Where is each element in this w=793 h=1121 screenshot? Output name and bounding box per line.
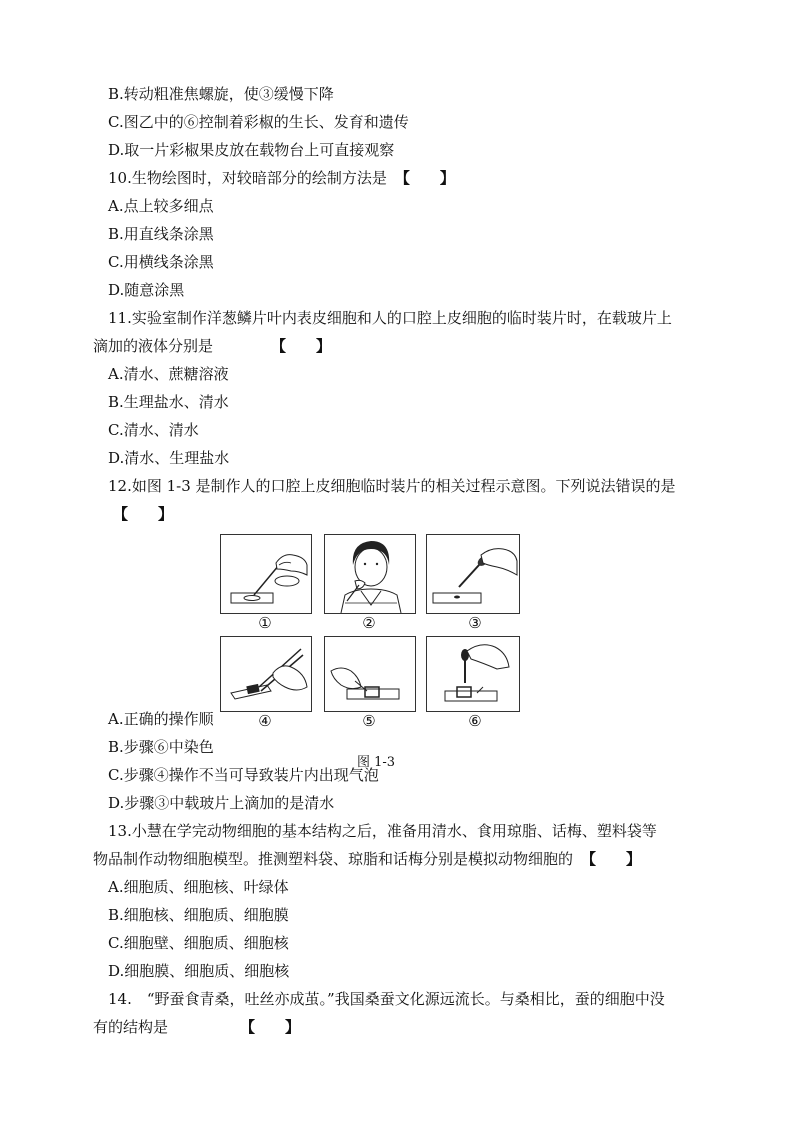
person-scraping-cheek-illustration xyxy=(325,535,415,613)
figure-label-6: ⑥ xyxy=(468,712,482,730)
q13-option-c: C.细胞壁、细胞质、细胞核 xyxy=(108,934,289,952)
figure-label-4: ④ xyxy=(258,712,272,730)
figure-label-1: ① xyxy=(258,614,272,632)
q11-answer-bracket: 【 】 xyxy=(271,337,332,355)
q9-option-c: C.图乙中的⑥控制着彩椒的生长、发育和遗传 xyxy=(108,113,409,131)
figure-panel-1 xyxy=(220,534,312,614)
q12-option-c: C.步骤④操作不当可导致装片内出现气泡 xyxy=(108,766,379,784)
q12-stem-line1: 12.如图 1-3 是制作人的口腔上皮细胞临时装片的相关过程示意图。下列说法错误的是 xyxy=(108,477,676,495)
q10-answer-bracket: 【 】 xyxy=(394,169,455,187)
figure-panel-2 xyxy=(324,534,416,614)
figure-label-3: ③ xyxy=(468,614,482,632)
q10-option-c: C.用横线条涂黑 xyxy=(108,253,214,271)
figure-panel-3 xyxy=(426,534,520,614)
q13-answer-bracket: 【 】 xyxy=(581,850,642,868)
q13-stem-line2: 物品制作动物细胞模型。推测塑料袋、琼脂和话梅分别是模拟动物细胞的 【 】 xyxy=(93,850,642,868)
q11-stem-line1: 11.实验室制作洋葱鳞片叶内表皮细胞和人的口腔上皮细胞的临时装片时，在载玻片上 xyxy=(108,309,672,327)
q11-stem-line2: 滴加的液体分别是 【 】 xyxy=(93,337,332,355)
q13-option-b: B.细胞核、细胞质、细胞膜 xyxy=(108,906,289,924)
swab-slide-illustration xyxy=(221,535,311,613)
q11-option-b: B.生理盐水、清水 xyxy=(108,393,229,411)
q10-option-b: B.用直线条涂黑 xyxy=(108,225,214,243)
q10-stem: 10.生物绘图时，对较暗部分的绘制方法是 【 】 xyxy=(108,169,455,187)
figure-caption: 图 1-3 xyxy=(357,755,396,770)
figure-label-2: ② xyxy=(362,614,376,632)
figure-panel-5 xyxy=(324,636,416,712)
q9-option-d: D.取一片彩椒果皮放在载物台上可直接观察 xyxy=(108,141,395,159)
q11-option-c: C.清水、清水 xyxy=(108,421,199,439)
q12-option-a: A.正确的操作顺 xyxy=(108,710,214,728)
q12-option-d: D.步骤③中载玻片上滴加的是清水 xyxy=(108,794,335,812)
q12-option-b: B.步骤⑥中染色 xyxy=(108,738,214,756)
q10-option-d: D.随意涂黑 xyxy=(108,281,185,299)
q12-answer-bracket: 【 】 xyxy=(113,505,174,523)
q13-option-a: A.细胞质、细胞核、叶绿体 xyxy=(108,878,289,896)
q9-option-b: B.转动粗准焦螺旋，使③缓慢下降 xyxy=(108,85,334,103)
dropper-stain-illustration xyxy=(427,637,519,711)
blotting-slide-illustration xyxy=(325,637,415,711)
q14-stem-line1: 14. “野蚕食青桑，吐丝亦成茧。”我国桑蚕文化源远流长。与桑相比，蚕的细胞中没 xyxy=(108,990,665,1008)
figure-label-5: ⑤ xyxy=(362,712,376,730)
tweezers-coverslip-illustration xyxy=(221,637,311,711)
figure-panel-6 xyxy=(426,636,520,712)
q13-stem-line1: 13.小慧在学完动物细胞的基本结构之后，准备用清水、食用琼脂、话梅、塑料袋等 xyxy=(108,822,657,840)
figure-panel-4 xyxy=(220,636,312,712)
q11-option-a: A.清水、蔗糖溶液 xyxy=(108,365,229,383)
q14-stem-line2: 有的结构是 【 】 xyxy=(93,1018,301,1036)
q13-option-d: D.细胞膜、细胞质、细胞核 xyxy=(108,962,290,980)
q14-answer-bracket: 【 】 xyxy=(240,1018,301,1036)
dropper-slide-illustration xyxy=(427,535,519,613)
q11-option-d: D.清水、生理盐水 xyxy=(108,449,230,467)
q10-option-a: A.点上较多细点 xyxy=(108,197,214,215)
